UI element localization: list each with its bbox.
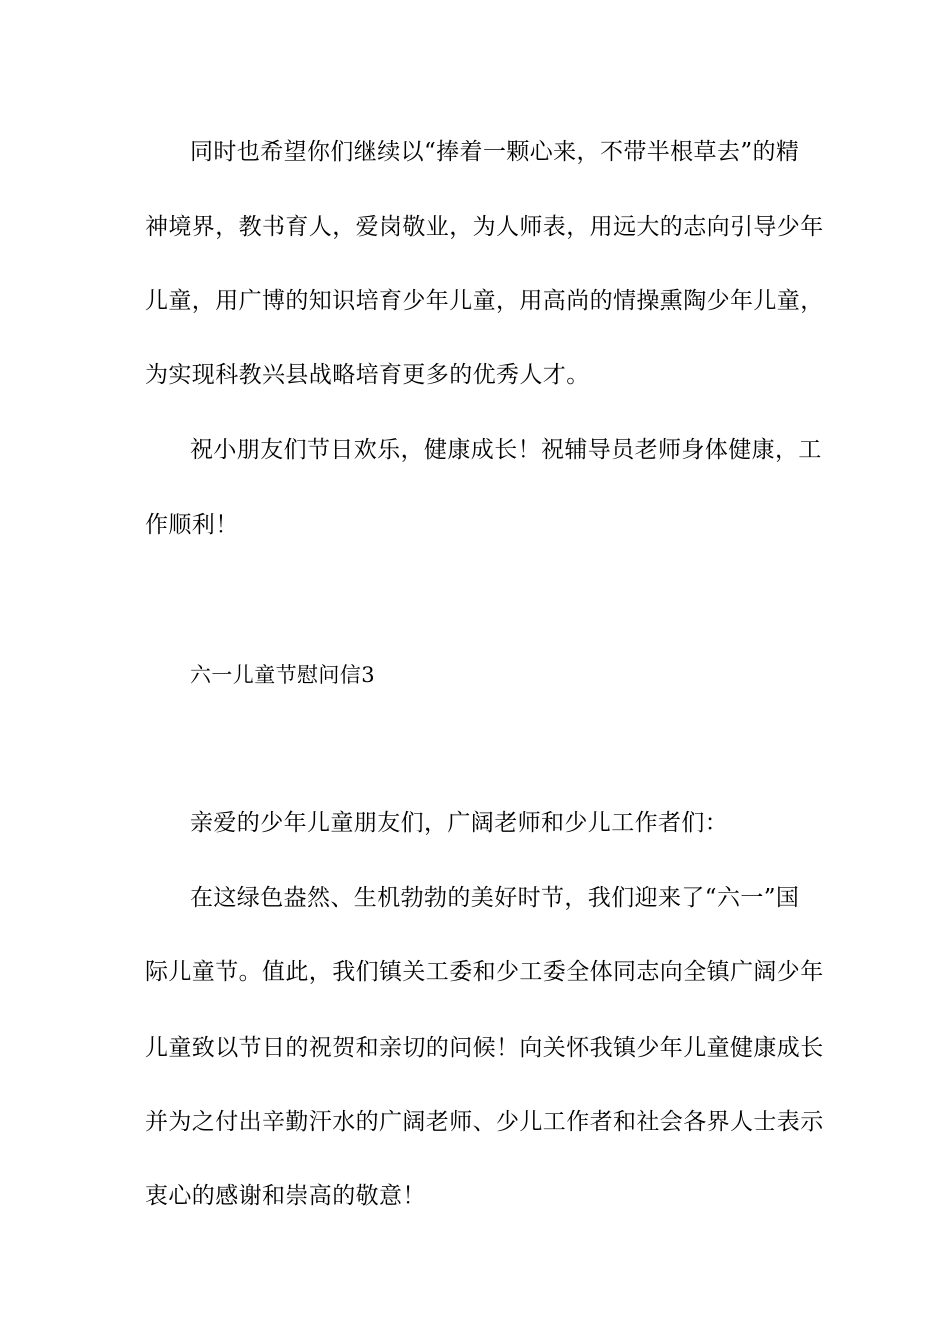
paragraph-line: 为实现科教兴县战略培育更多的优秀人才。 — [145, 362, 590, 388]
paragraph-line: 同时也希望你们继续以“捧着一颗心来，不带半根草去”的精 — [190, 139, 800, 165]
section-heading: 六一儿童节慰问信3 — [190, 663, 375, 687]
paragraph-line: 祝小朋友们节日欢乐，健康成长！祝辅导员老师身体健康，工 — [190, 437, 822, 463]
paragraph-line: 儿童，用广博的知识培育少年儿童，用高尚的情操熏陶少年儿童， — [145, 288, 824, 314]
paragraph-line: 作顺利！ — [145, 512, 239, 538]
paragraph-line: 儿童致以节日的祝贺和亲切的问候！向关怀我镇少年儿童健康成长 — [145, 1035, 824, 1061]
paragraph-line: 际儿童节。值此，我们镇关工委和少工委全体同志向全镇广阔少年 — [145, 959, 824, 985]
paragraph-line: 在这绿色盎然、生机勃勃的美好时节，我们迎来了“六一”国 — [190, 885, 800, 911]
paragraph-line: 并为之付出辛勤汗水的广阔老师、少儿工作者和社会各界人士表示 — [145, 1109, 824, 1135]
salutation: 亲爱的少年儿童朋友们，广阔老师和少儿工作者们： — [190, 810, 729, 836]
paragraph-line: 衷心的感谢和崇高的敬意！ — [145, 1183, 426, 1209]
paragraph-line: 神境界，教书育人，爱岗敬业，为人师表，用远大的志向引导少年 — [145, 214, 824, 240]
